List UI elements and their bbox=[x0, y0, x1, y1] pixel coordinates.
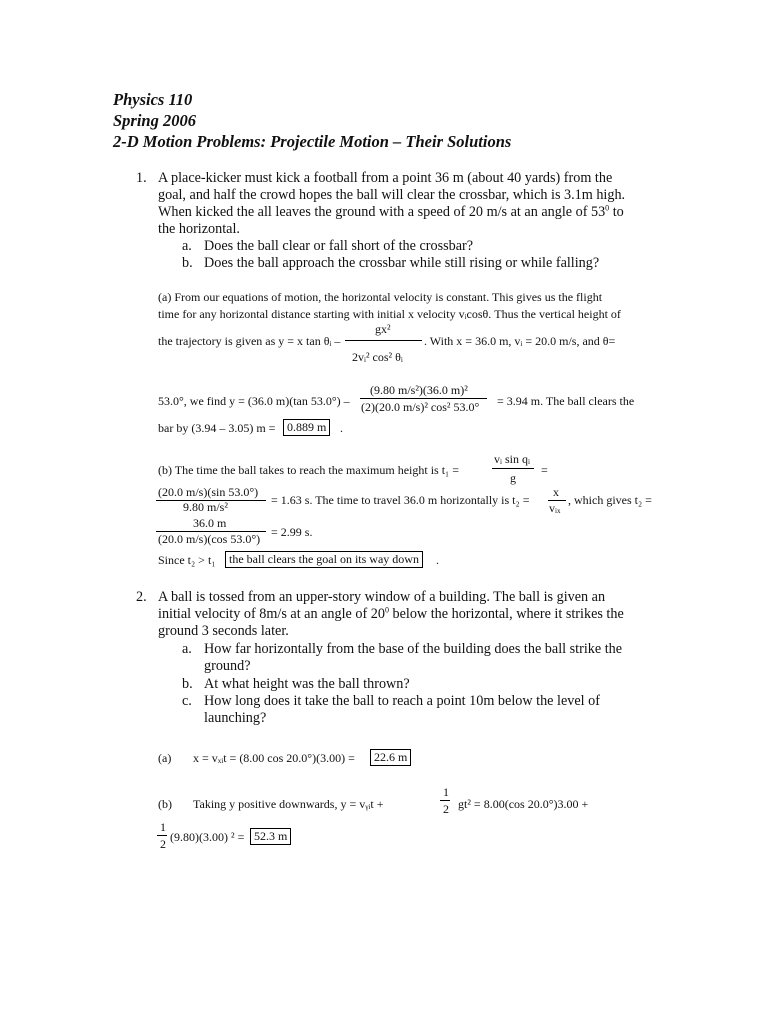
problem1-number: 1. bbox=[136, 170, 147, 186]
problem1-b-text: Does the ball approach the crossbar while still rising or while falling? bbox=[204, 255, 600, 271]
sol1a-line-3-pre: the trajectory is given as y = x tan θᵢ – bbox=[158, 334, 341, 348]
frac3-bar bbox=[492, 468, 534, 469]
frac4-denominator: 9.80 m/s² bbox=[183, 500, 228, 514]
problem1-b-label: b. bbox=[182, 255, 193, 271]
sol2b-text-post: gt² = 8.00(cos 20.0°)3.00 + bbox=[458, 797, 589, 811]
frac1-numerator: gx² bbox=[375, 322, 391, 336]
sol2b-text: Taking y positive downwards, y = vᵧᵢt + bbox=[193, 797, 384, 811]
sol2a-label: (a) bbox=[158, 751, 172, 765]
frac6-numerator: 36.0 m bbox=[193, 516, 227, 530]
since-text: Since t₂ > t₁ bbox=[158, 553, 216, 567]
problem2-c-text-1: How long does it take the ball to reach a point 10m below the level of bbox=[204, 693, 600, 709]
sol1a-line-2: time for any horizontal distance starting with initial x velocity vᵢcosθ. Thus the vertical height of bbox=[158, 307, 621, 321]
sol1a-line-4-post: = 3.94 m. The ball clears the bbox=[497, 394, 635, 408]
problem1-line-2: goal, and half the crowd hopes the ball will clear the crossbar, which is 3.1m high. bbox=[158, 187, 626, 203]
problem1-a-text: Does the ball clear or fall short of the crossbar? bbox=[204, 238, 474, 254]
term: Spring 2006 bbox=[113, 111, 196, 130]
since-post: . bbox=[436, 553, 439, 567]
frac1-denominator: 2vᵢ² cos² θᵢ bbox=[352, 350, 403, 364]
frac2-denominator: (2)(20.0 m/s)² cos² 53.0° bbox=[361, 400, 480, 414]
half2-bar bbox=[157, 835, 167, 836]
problem2-c-text-2: launching? bbox=[204, 710, 267, 726]
sol1b-line-2b: , which gives t₂ = bbox=[568, 493, 652, 507]
problem2-b-label: b. bbox=[182, 676, 193, 692]
half-denominator: 2 bbox=[443, 802, 449, 816]
problem2-line-2: initial velocity of 8m/s at an angle of $20^0$ below the horizontal, where it strikes the bbox=[158, 605, 624, 622]
answer-1a: 0.889 m bbox=[283, 419, 330, 436]
problem2-a-label: a. bbox=[182, 641, 192, 657]
sol2b-label: (b) bbox=[158, 797, 172, 811]
sol1a-line-4-pre: 53.0°, we find y = (36.0 m)(tan 53.0°) – bbox=[158, 394, 350, 408]
sol1b-line-2: = 1.63 s. The time to travel 36.0 m horizontally is t₂ = bbox=[271, 493, 530, 507]
problem1-line-1: A place-kicker must kick a football from a point 36 m (about 40 yards) from the bbox=[158, 170, 613, 186]
answer-2b: 52.3 m bbox=[250, 828, 291, 845]
problem2-a-text-1: How far horizontally from the base of the building does the ball strike the bbox=[204, 641, 623, 657]
sol1a-line-3-post: . With x = 36.0 m, vᵢ = 20.0 m/s, and θ= bbox=[424, 334, 616, 348]
problem2-a-text-2: ground? bbox=[204, 658, 251, 674]
half-numerator: 1 bbox=[443, 785, 449, 799]
problem2-line-3: ground 3 seconds later. bbox=[158, 623, 289, 639]
problem1-line-4: the horizontal. bbox=[158, 221, 240, 237]
frac5-denominator: vᵢₓ bbox=[549, 501, 561, 515]
problem1-a-label: a. bbox=[182, 238, 192, 254]
half2-denominator: 2 bbox=[160, 837, 166, 851]
problem2-b-text: At what height was the ball thrown? bbox=[204, 676, 410, 692]
problem2-c-label: c. bbox=[182, 693, 192, 709]
sol1b-line-1: (b) The time the ball takes to reach the maximum height is t₁ = bbox=[158, 463, 459, 477]
frac6-denominator: (20.0 m/s)(cos 53.0°) bbox=[158, 532, 261, 546]
frac2-bar bbox=[360, 398, 487, 399]
half2-numerator: 1 bbox=[160, 820, 166, 834]
course-title: Physics 110 bbox=[113, 90, 193, 109]
sol1b-result: = 2.99 s. bbox=[271, 525, 313, 539]
problem2-line-1: A ball is tossed from an upper-story window of a building. The ball is given an bbox=[158, 589, 606, 605]
answer-1b: the ball clears the goal on its way down bbox=[225, 551, 423, 568]
frac1-bar bbox=[345, 340, 422, 341]
page-title: 2-D Motion Problems: Projectile Motion – Their Solutions bbox=[113, 132, 512, 151]
sol1a-line-5-post: . bbox=[340, 421, 343, 435]
sol2b-line-2: (9.80)(3.00) ² = bbox=[170, 830, 245, 844]
frac3-numerator: vᵢ sin qᵢ bbox=[494, 452, 530, 466]
sol1b-eq: = bbox=[541, 463, 548, 477]
frac3-denominator: g bbox=[510, 471, 516, 485]
frac5-numerator: x bbox=[553, 485, 559, 499]
half-bar bbox=[440, 800, 450, 801]
problem1-line-3: When kicked the all leaves the ground with a speed of 20 m/s at an angle of $53^0$ to bbox=[158, 203, 624, 220]
frac2-numerator: (9.80 m/s²)(36.0 m)² bbox=[370, 383, 468, 397]
sol1a-line-1: (a) From our equations of motion, the horizontal velocity is constant. This gives us the flight bbox=[158, 290, 603, 304]
sol2a-text: x = vₓᵢt = (8.00 cos 20.0°)(3.00) = bbox=[193, 751, 355, 765]
answer-2a: 22.6 m bbox=[370, 749, 411, 766]
frac4-numerator: (20.0 m/s)(sin 53.0°) bbox=[158, 485, 259, 499]
sol1a-line-5-pre: bar by (3.94 – 3.05) m = bbox=[158, 421, 276, 435]
problem2-number: 2. bbox=[136, 589, 147, 605]
